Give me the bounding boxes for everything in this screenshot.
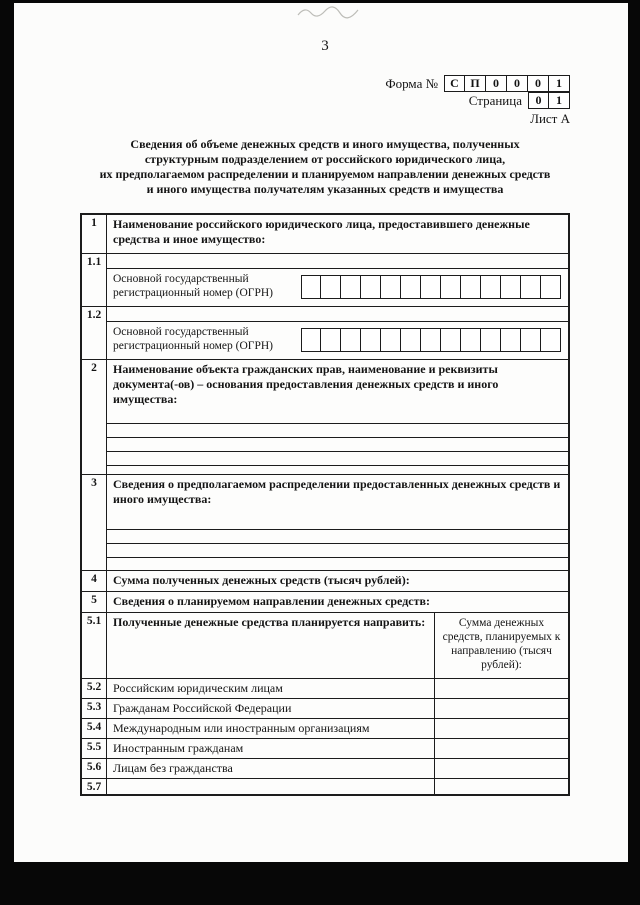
table-row-3 — [82, 474, 568, 570]
page-number-box: 0 — [528, 92, 549, 109]
document-content — [80, 0, 570, 796]
form-table — [80, 213, 570, 796]
write-in-line — [107, 438, 568, 452]
row-5-text: Сведения о планируемом направлении денежных средств: — [113, 594, 430, 608]
ogrn-label: Основной государственный регистрационный номер (ОГРН) — [113, 326, 273, 352]
page-number-box: 1 — [549, 92, 570, 109]
ogrn-digit-box — [301, 275, 321, 299]
table-row-1 — [82, 215, 568, 253]
title-line: Сведения об объеме денежных средств и иного имущества, полученных — [130, 137, 520, 151]
form-number-boxes — [444, 75, 570, 92]
sheet-label: Лист А — [530, 111, 570, 126]
ogrn-label: Основной государственный регистрационный номер (ОГРН) — [113, 273, 273, 299]
sum-value-cell — [434, 719, 568, 738]
scan-edge-right — [628, 0, 640, 905]
spacer — [107, 466, 568, 474]
ogrn-digit-box — [521, 275, 541, 299]
row-number: 5.4 — [82, 719, 107, 738]
row-content — [107, 215, 568, 253]
row-number: 2 — [82, 360, 107, 474]
row-4-text: Сумма полученных денежных средств (тысяч рублей): — [113, 573, 410, 587]
row-5-3-text: Гражданам Российской Федерации — [113, 701, 292, 715]
row-content — [107, 592, 568, 612]
ogrn-digit-box — [421, 275, 441, 299]
table-row-4 — [82, 570, 568, 591]
row-5-1-text: Полученные денежные средства планируется направить: — [113, 615, 426, 629]
table-row-5-2 — [82, 678, 568, 698]
ogrn-digit-box — [341, 275, 361, 299]
ogrn-digit-box — [441, 328, 461, 352]
form-number-box: П — [465, 75, 486, 92]
row-5-5-text: Иностранным гражданам — [113, 741, 244, 755]
form-number-box: 1 — [549, 75, 570, 92]
row-number: 5.7 — [82, 779, 107, 794]
page-number-boxes — [528, 92, 570, 109]
table-row-1-2 — [82, 306, 568, 359]
row-content — [107, 571, 568, 591]
sum-value-cell — [434, 679, 568, 698]
ogrn-digit-box — [401, 328, 421, 352]
document-title — [80, 137, 570, 197]
ogrn-digit-boxes — [301, 275, 561, 300]
form-number-box: С — [444, 75, 465, 92]
row-number: 4 — [82, 571, 107, 591]
table-row-5-3 — [82, 698, 568, 718]
ogrn-block — [107, 269, 568, 306]
row-number: 1.1 — [82, 254, 107, 306]
ogrn-digit-box — [481, 328, 501, 352]
write-in-line — [107, 530, 568, 544]
write-in-line — [107, 424, 568, 438]
row-number: 5.3 — [82, 699, 107, 718]
table-row-5-4 — [82, 718, 568, 738]
ogrn-digit-box — [381, 328, 401, 352]
row-number: 3 — [82, 475, 107, 570]
row-content — [107, 475, 568, 570]
write-in-line — [107, 544, 568, 558]
ogrn-digit-box — [321, 328, 341, 352]
ogrn-block — [107, 322, 568, 359]
form-number-box: 0 — [486, 75, 507, 92]
row-5-2-text: Российским юридическим лицам — [113, 681, 283, 695]
spacer — [107, 558, 568, 570]
row-1-text: Наименование российского юридического лица, предоставившего денежные средства и иное имущество: — [113, 217, 530, 246]
ogrn-digit-box — [361, 275, 381, 299]
row-2-text: Наименование объекта гражданских прав, наименование и реквизиты документа(-ов) – основания предоставления денежных средств и иного имущества: — [113, 362, 499, 406]
row-content — [107, 254, 568, 306]
row-number: 5.1 — [82, 613, 107, 678]
form-header — [80, 75, 570, 127]
form-number-box: 0 — [507, 75, 528, 92]
page-label: Страница — [468, 92, 522, 108]
ogrn-digit-box — [501, 275, 521, 299]
title-line: их предполагаемом распределении и планируемом направлении денежных средств — [99, 167, 551, 181]
row-number: 5.2 — [82, 679, 107, 698]
ogrn-digit-box — [341, 328, 361, 352]
write-in-line — [107, 307, 568, 322]
scan-edge-left — [0, 0, 14, 905]
sum-value-cell — [434, 699, 568, 718]
row-5-7-text — [107, 779, 434, 794]
sum-value-cell — [434, 779, 568, 794]
form-number-box: 0 — [528, 75, 549, 92]
write-in-line — [107, 410, 568, 424]
ogrn-digit-box — [441, 275, 461, 299]
sum-column-header: Сумма денежных средств, планируемых к направлению (тысяч рублей): — [434, 613, 568, 678]
row-number: 5.5 — [82, 739, 107, 758]
table-row-5-7 — [82, 778, 568, 794]
row-5-4-text: Международным или иностранным организациям — [113, 721, 370, 735]
row-3-text: Сведения о предполагаемом распределении предоставленных денежных средств и иного имущества: — [113, 477, 561, 506]
ogrn-digit-box — [401, 275, 421, 299]
write-in-line — [107, 510, 568, 530]
sum-value-cell — [434, 739, 568, 758]
form-number-row — [385, 75, 570, 92]
scan-edge-top — [0, 0, 640, 3]
table-row-1-1 — [82, 253, 568, 306]
row-content — [107, 360, 568, 474]
row-number: 5.6 — [82, 759, 107, 778]
form-number-label: Форма № — [385, 75, 438, 91]
ogrn-digit-box — [461, 328, 481, 352]
row-number: 1.2 — [82, 307, 107, 359]
ogrn-digit-box — [361, 328, 381, 352]
ogrn-digit-box — [521, 328, 541, 352]
page-number: 3 — [321, 38, 329, 54]
ogrn-digit-box — [501, 328, 521, 352]
write-in-line — [107, 254, 568, 269]
ogrn-digit-box — [321, 275, 341, 299]
table-row-5-5 — [82, 738, 568, 758]
ogrn-digit-box — [541, 275, 561, 299]
scan-edge-bottom — [0, 862, 640, 905]
title-line: структурным подразделением от российского юридического лица, — [144, 152, 506, 166]
sum-value-cell — [434, 759, 568, 778]
table-row-5-1 — [82, 612, 568, 678]
table-row-2 — [82, 359, 568, 474]
row-5-6-text: Лицам без гражданства — [113, 761, 233, 775]
scan-noise-mark — [295, 4, 365, 20]
ogrn-digit-box — [301, 328, 321, 352]
ogrn-digit-box — [541, 328, 561, 352]
row-number: 5 — [82, 592, 107, 612]
ogrn-digit-box — [421, 328, 441, 352]
table-row-5-6 — [82, 758, 568, 778]
table-row-5 — [82, 591, 568, 612]
page-number-row — [469, 92, 570, 109]
row-number: 1 — [82, 215, 107, 253]
ogrn-digit-box — [481, 275, 501, 299]
write-in-line — [107, 452, 568, 466]
ogrn-digit-box — [381, 275, 401, 299]
ogrn-digit-boxes — [301, 328, 561, 353]
row-content — [107, 307, 568, 359]
ogrn-digit-box — [461, 275, 481, 299]
title-line: и иного имущества получателям указанных средств и имущества — [146, 182, 504, 196]
